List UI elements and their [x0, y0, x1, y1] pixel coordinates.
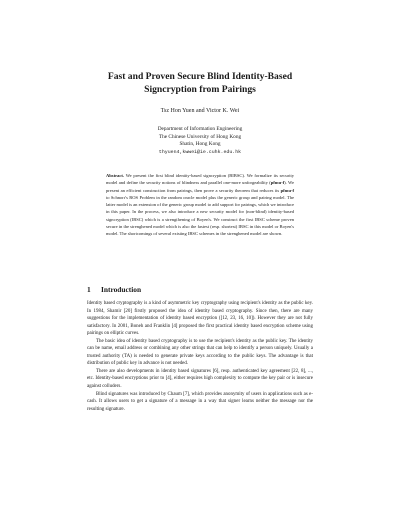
- abstract-term-2: pfmu-f: [280, 187, 294, 193]
- title-line-1: Fast and Proven Secure Blind Identity-Based: [107, 71, 293, 82]
- affiliation: [0, 126, 400, 156]
- abstract-text-1: We present the first blind identity-based signcryption (BIBSC). We formalize its security model and define the security notions of blindness and parallel one-more unforgeability (: [106, 173, 294, 186]
- paragraph: The basic idea of identity based cryptography is to use the recipient's identity as the public key. The identity can be name, email address or combining any other strings that can help to identify a person uniquely. Usually a trusted authority (TA) is needed to generate private keys according to the public keys. The advantage is that distribution of public key in advance is not needed.: [87, 338, 313, 367]
- paragraph: Blind signatures was introduced by Chaum [7], which provides anonymity of users in applications such as e-cash. It allows users to get a signature of a message in a way that signer learns neither the message nor the resulting signature.: [87, 391, 313, 412]
- university: The Chinese University of Hong Kong: [158, 133, 242, 140]
- email-address: thyuen4,kwwei@ie.cuhk.edu.hk: [158, 149, 242, 155]
- section-heading: [87, 285, 141, 294]
- paragraph: Identity based cryptography is a kind of asymmetric key cryptography using recipient's identity as the public key. In 1984, Shamir [20] firstly proposed the idea of identity based cryptography. Since then, there are many suggestions for the implementation of identity based encryption ([12, 23, 16, 10]). However they are not fully satisfactory. In 2001, Boneh and Franklin [4] proposed the first practical identity based encryption scheme using pairings on elliptic curves.: [87, 301, 313, 337]
- abstract-text-2: ). We present an efficient construction from pairings, then prove a security theorem that reduces its: [106, 180, 294, 193]
- title-line-2: Signcryption from Pairings: [144, 84, 256, 95]
- paper-title: [70, 70, 330, 96]
- author-list: Tsz Hon Yuen and Victor K. Wei: [160, 108, 240, 114]
- department: Department of Information Engineering: [157, 126, 243, 132]
- abstract: [106, 172, 294, 238]
- section-title: Introduction: [101, 285, 142, 294]
- abstract-term-1: pfmu-f: [270, 180, 285, 186]
- section-body: [87, 300, 313, 413]
- abstract-text-3: to Schnorr's ROS Problem in the random oracle model plus the generic group and pairing model. The latter model is an extension of the generic group model to add support for pairings, which we introduce in this paper. In the process, we also introduce a new security model for (non-blind) identity-based signcryption (IBSC) which is a strengthening of Boyen's. We construct the first IBSC scheme proven secure in the strenghened model which is also the fastest (resp. shortest) IBSC in this model or Boyen's model. The shortcomings of several existing IBSC schemes in the strenghened model are shown.: [106, 194, 294, 237]
- location: Shatin, Hong Kong: [179, 141, 221, 148]
- abstract-label: Abstract.: [106, 173, 125, 178]
- paragraph: There are also developments in identity based signatures [6], resp. authenticated key agreement [22, 8], ..., etc. Identity-based encryptions prior to [4], either requires high complexity to compute the key pair or is insecure against colluders.: [87, 368, 313, 390]
- section-number: 1: [87, 285, 91, 294]
